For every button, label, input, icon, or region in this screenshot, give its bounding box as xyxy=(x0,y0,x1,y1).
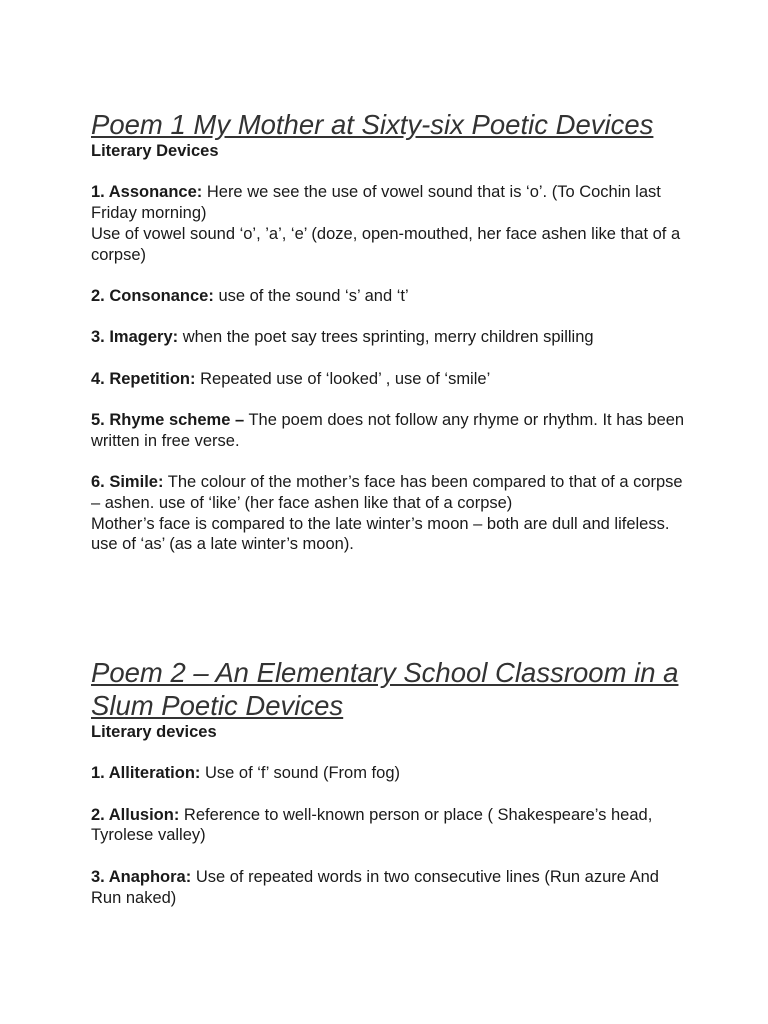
device-extra-text: Mother’s face is compared to the late winter’s moon – both are dull and lifeless. use of ‘as’ (as a late winter’s moon). xyxy=(91,514,670,554)
device-text: Use of repeated words in two consecutive lines (Run azure And Run naked) xyxy=(91,867,659,907)
poem-1-section xyxy=(91,108,691,555)
device-text: Here we see the use of vowel sound that is ‘o’. (To Cochin last Friday morning) xyxy=(91,183,661,223)
poem-1-device-rhyme-scheme xyxy=(91,410,691,451)
device-label: 5. Rhyme scheme – xyxy=(91,411,245,430)
device-label: 4. Repetition: xyxy=(91,369,196,388)
poem-1-device-consonance xyxy=(91,286,691,307)
poem-2-section xyxy=(91,656,691,908)
device-label: 1. Assonance: xyxy=(91,183,203,202)
device-label: 2. Consonance: xyxy=(91,286,214,305)
poem-1-title: Poem 1 My Mother at Sixty-six Poetic Devices xyxy=(91,109,654,140)
device-label: 1. Alliteration: xyxy=(91,764,201,783)
device-label: 6. Simile: xyxy=(91,473,164,492)
poem-2-subtitle: Literary devices xyxy=(91,723,217,741)
poem-1-device-assonance xyxy=(91,182,691,265)
device-label: 3. Imagery: xyxy=(91,328,179,347)
poem-2-title: Poem 2 – An Elementary School Classroom in a Slum Poetic Devices xyxy=(91,657,679,721)
device-extra-text: Use of vowel sound ‘o’, ’a’, ‘e’ (doze, open-mouthed, her face ashen like that of a corpse) xyxy=(91,224,681,264)
poem-2-device-anaphora xyxy=(91,867,691,908)
device-text: Use of ‘f’ sound (From fog) xyxy=(200,764,400,783)
device-text: Reference to well-known person or place ( Shakespeare’s head, Tyrolese valley) xyxy=(91,805,653,845)
device-text: The colour of the mother’s face has been compared to that of a corpse – ashen. use of ‘like’ (her face ashen like that of a corpse) xyxy=(91,473,683,512)
device-text: The poem does not follow any rhyme or rhythm. It has been written in free verse. xyxy=(91,411,685,450)
poem-1-subtitle: Literary Devices xyxy=(91,142,219,160)
poem-2-device-alliteration xyxy=(91,763,691,784)
poem-1-device-repetition xyxy=(91,369,691,390)
poem-2-device-allusion xyxy=(91,805,691,846)
poem-1-device-simile xyxy=(91,472,691,555)
device-text: when the poet say trees sprinting, merry children spilling xyxy=(178,328,594,347)
device-label: 3. Anaphora: xyxy=(91,867,192,886)
device-label: 2. Allusion: xyxy=(91,805,180,824)
poem-1-device-imagery xyxy=(91,327,691,348)
device-text: Repeated use of ‘looked’ , use of ‘smile’ xyxy=(195,369,491,388)
device-text: use of the sound ‘s’ and ‘t’ xyxy=(213,286,409,305)
